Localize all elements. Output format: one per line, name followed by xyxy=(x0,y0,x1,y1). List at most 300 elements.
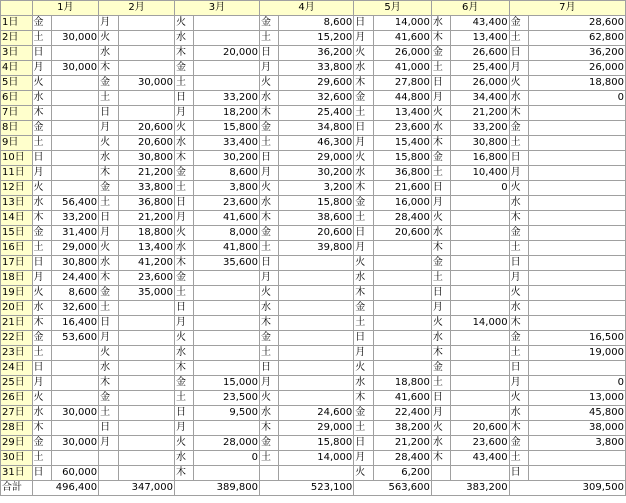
weekday-cell[interactable]: 日 xyxy=(99,106,118,121)
weekday-cell[interactable]: 水 xyxy=(431,331,450,346)
weekday-cell[interactable]: 木 xyxy=(174,151,193,166)
amount-cell[interactable]: 29,000 xyxy=(51,241,98,256)
amount-cell[interactable] xyxy=(194,466,260,481)
weekday-cell[interactable]: 月 xyxy=(354,241,373,256)
amount-cell[interactable]: 22,400 xyxy=(373,406,431,421)
weekday-cell[interactable]: 金 xyxy=(259,226,278,241)
weekday-cell[interactable]: 木 xyxy=(32,421,51,436)
amount-cell[interactable]: 13,400 xyxy=(118,241,174,256)
amount-cell[interactable] xyxy=(118,436,174,451)
weekday-cell[interactable]: 火 xyxy=(174,16,193,31)
row-header[interactable]: 13日 xyxy=(1,196,33,211)
amount-cell[interactable] xyxy=(118,361,174,376)
amount-cell[interactable] xyxy=(451,466,509,481)
amount-cell[interactable] xyxy=(373,331,431,346)
amount-cell[interactable]: 16,800 xyxy=(451,151,509,166)
amount-cell[interactable]: 30,000 xyxy=(51,31,98,46)
amount-cell[interactable] xyxy=(279,331,354,346)
weekday-cell[interactable]: 土 xyxy=(354,211,373,226)
amount-cell[interactable]: 33,800 xyxy=(279,61,354,76)
amount-cell[interactable] xyxy=(51,46,98,61)
amount-cell[interactable]: 15,800 xyxy=(194,121,260,136)
weekday-cell[interactable] xyxy=(259,466,278,481)
amount-cell[interactable]: 15,000 xyxy=(194,376,260,391)
amount-cell[interactable] xyxy=(529,301,626,316)
weekday-cell[interactable]: 月 xyxy=(32,61,51,76)
weekday-cell[interactable]: 土 xyxy=(259,451,278,466)
row-header[interactable]: 5日 xyxy=(1,76,33,91)
weekday-cell[interactable]: 火 xyxy=(99,136,118,151)
weekday-cell[interactable]: 火 xyxy=(354,46,373,61)
amount-cell[interactable]: 30,000 xyxy=(51,436,98,451)
amount-cell[interactable] xyxy=(118,331,174,346)
amount-cell[interactable]: 34,800 xyxy=(279,121,354,136)
weekday-cell[interactable]: 木 xyxy=(99,166,118,181)
amount-cell[interactable]: 18,200 xyxy=(194,106,260,121)
weekday-cell[interactable]: 日 xyxy=(354,226,373,241)
amount-cell[interactable]: 21,200 xyxy=(118,211,174,226)
amount-cell[interactable] xyxy=(529,226,626,241)
weekday-cell[interactable]: 木 xyxy=(32,316,51,331)
amount-cell[interactable] xyxy=(373,271,431,286)
amount-cell[interactable] xyxy=(51,421,98,436)
weekday-cell[interactable]: 日 xyxy=(431,76,450,91)
weekday-cell[interactable]: 火 xyxy=(99,31,118,46)
amount-cell[interactable] xyxy=(118,406,174,421)
amount-cell[interactable] xyxy=(451,286,509,301)
amount-cell[interactable] xyxy=(194,331,260,346)
weekday-cell[interactable]: 日 xyxy=(431,391,450,406)
row-header[interactable]: 11日 xyxy=(1,166,33,181)
amount-cell[interactable] xyxy=(194,421,260,436)
weekday-cell[interactable]: 水 xyxy=(259,301,278,316)
column-header[interactable]: 4月 xyxy=(259,1,353,16)
weekday-cell[interactable]: 土 xyxy=(509,241,528,256)
weekday-cell[interactable]: 日 xyxy=(32,256,51,271)
weekday-cell[interactable]: 火 xyxy=(431,421,450,436)
amount-cell[interactable]: 0 xyxy=(194,451,260,466)
row-header[interactable]: 26日 xyxy=(1,391,33,406)
amount-cell[interactable]: 21,200 xyxy=(118,166,174,181)
column-header[interactable]: 2月 xyxy=(99,1,175,16)
amount-cell[interactable]: 3,200 xyxy=(279,181,354,196)
amount-cell[interactable]: 10,400 xyxy=(451,166,509,181)
amount-cell[interactable] xyxy=(194,286,260,301)
weekday-cell[interactable]: 月 xyxy=(99,331,118,346)
weekday-cell[interactable]: 木 xyxy=(354,76,373,91)
amount-cell[interactable] xyxy=(194,16,260,31)
weekday-cell[interactable]: 金 xyxy=(99,181,118,196)
amount-cell[interactable] xyxy=(51,361,98,376)
row-header[interactable]: 6日 xyxy=(1,91,33,106)
weekday-cell[interactable]: 日 xyxy=(354,16,373,31)
amount-cell[interactable]: 28,000 xyxy=(194,436,260,451)
weekday-cell[interactable]: 火 xyxy=(174,331,193,346)
amount-cell[interactable]: 20,000 xyxy=(194,46,260,61)
amount-cell[interactable]: 24,400 xyxy=(51,271,98,286)
amount-cell[interactable]: 29,600 xyxy=(279,76,354,91)
weekday-cell[interactable]: 月 xyxy=(431,301,450,316)
amount-cell[interactable] xyxy=(51,91,98,106)
weekday-cell[interactable]: 金 xyxy=(259,436,278,451)
weekday-cell[interactable]: 金 xyxy=(354,301,373,316)
weekday-cell[interactable]: 水 xyxy=(431,16,450,31)
amount-cell[interactable]: 8,600 xyxy=(279,16,354,31)
weekday-cell[interactable]: 水 xyxy=(509,196,528,211)
amount-cell[interactable]: 30,000 xyxy=(51,406,98,421)
amount-cell[interactable] xyxy=(194,346,260,361)
amount-cell[interactable]: 23,600 xyxy=(451,436,509,451)
corner-cell[interactable] xyxy=(1,1,33,16)
weekday-cell[interactable]: 金 xyxy=(99,286,118,301)
amount-cell[interactable] xyxy=(373,361,431,376)
amount-cell[interactable] xyxy=(529,121,626,136)
weekday-cell[interactable]: 月 xyxy=(354,346,373,361)
weekday-cell[interactable]: 日 xyxy=(174,406,193,421)
amount-cell[interactable]: 14,000 xyxy=(373,16,431,31)
weekday-cell[interactable]: 月 xyxy=(431,91,450,106)
weekday-cell[interactable]: 水 xyxy=(354,61,373,76)
amount-cell[interactable] xyxy=(279,361,354,376)
amount-cell[interactable] xyxy=(118,91,174,106)
amount-cell[interactable]: 25,400 xyxy=(279,106,354,121)
weekday-cell[interactable]: 木 xyxy=(32,106,51,121)
row-header[interactable]: 19日 xyxy=(1,286,33,301)
weekday-cell[interactable]: 土 xyxy=(431,271,450,286)
amount-cell[interactable]: 15,800 xyxy=(373,151,431,166)
weekday-cell[interactable]: 木 xyxy=(99,61,118,76)
weekday-cell[interactable]: 日 xyxy=(354,121,373,136)
weekday-cell[interactable]: 火 xyxy=(259,391,278,406)
amount-cell[interactable] xyxy=(529,151,626,166)
weekday-cell[interactable]: 土 xyxy=(32,136,51,151)
weekday-cell[interactable]: 金 xyxy=(431,361,450,376)
amount-cell[interactable] xyxy=(279,256,354,271)
amount-cell[interactable] xyxy=(529,286,626,301)
weekday-cell[interactable]: 日 xyxy=(32,46,51,61)
weekday-cell[interactable]: 土 xyxy=(431,61,450,76)
weekday-cell[interactable]: 水 xyxy=(259,91,278,106)
amount-cell[interactable]: 0 xyxy=(451,181,509,196)
amount-cell[interactable] xyxy=(51,121,98,136)
amount-cell[interactable] xyxy=(194,61,260,76)
weekday-cell[interactable]: 火 xyxy=(99,346,118,361)
weekday-cell[interactable]: 水 xyxy=(99,151,118,166)
amount-cell[interactable]: 3,800 xyxy=(529,436,626,451)
weekday-cell[interactable]: 水 xyxy=(354,376,373,391)
row-header[interactable]: 1日 xyxy=(1,16,33,31)
amount-cell[interactable]: 18,800 xyxy=(118,226,174,241)
weekday-cell[interactable]: 火 xyxy=(509,181,528,196)
amount-cell[interactable]: 19,000 xyxy=(529,346,626,361)
amount-cell[interactable]: 30,000 xyxy=(51,61,98,76)
weekday-cell[interactable]: 土 xyxy=(99,91,118,106)
amount-cell[interactable]: 16,400 xyxy=(51,316,98,331)
amount-cell[interactable] xyxy=(529,166,626,181)
row-header[interactable]: 3日 xyxy=(1,46,33,61)
amount-cell[interactable]: 33,200 xyxy=(51,211,98,226)
amount-cell[interactable] xyxy=(451,391,509,406)
weekday-cell[interactable]: 月 xyxy=(174,211,193,226)
amount-cell[interactable]: 28,400 xyxy=(373,211,431,226)
weekday-cell[interactable]: 木 xyxy=(99,271,118,286)
weekday-cell[interactable]: 火 xyxy=(354,361,373,376)
amount-cell[interactable] xyxy=(279,346,354,361)
amount-cell[interactable] xyxy=(279,391,354,406)
amount-cell[interactable] xyxy=(529,451,626,466)
row-header[interactable]: 17日 xyxy=(1,256,33,271)
weekday-cell[interactable]: 火 xyxy=(32,181,51,196)
amount-cell[interactable]: 15,400 xyxy=(373,136,431,151)
amount-cell[interactable] xyxy=(279,301,354,316)
weekday-cell[interactable]: 火 xyxy=(431,316,450,331)
amount-cell[interactable] xyxy=(373,256,431,271)
weekday-cell[interactable]: 火 xyxy=(174,226,193,241)
amount-cell[interactable]: 13,400 xyxy=(451,31,509,46)
row-header[interactable]: 16日 xyxy=(1,241,33,256)
amount-cell[interactable]: 56,400 xyxy=(51,196,98,211)
weekday-cell[interactable]: 土 xyxy=(99,406,118,421)
weekday-cell[interactable]: 月 xyxy=(32,271,51,286)
weekday-cell[interactable]: 月 xyxy=(99,436,118,451)
weekday-cell[interactable]: 月 xyxy=(32,376,51,391)
weekday-cell[interactable]: 金 xyxy=(354,406,373,421)
total-cell[interactable]: 523,100 xyxy=(259,481,353,496)
amount-cell[interactable]: 41,600 xyxy=(373,391,431,406)
weekday-cell[interactable]: 木 xyxy=(431,451,450,466)
amount-cell[interactable] xyxy=(194,361,260,376)
weekday-cell[interactable]: 金 xyxy=(174,271,193,286)
weekday-cell[interactable]: 水 xyxy=(509,301,528,316)
total-cell[interactable]: 383,200 xyxy=(431,481,509,496)
weekday-cell[interactable]: 木 xyxy=(509,316,528,331)
amount-cell[interactable]: 36,200 xyxy=(529,46,626,61)
row-header[interactable]: 24日 xyxy=(1,361,33,376)
weekday-cell[interactable]: 金 xyxy=(99,391,118,406)
amount-cell[interactable]: 23,600 xyxy=(194,196,260,211)
weekday-cell[interactable]: 金 xyxy=(32,436,51,451)
amount-cell[interactable] xyxy=(373,241,431,256)
amount-cell[interactable] xyxy=(373,346,431,361)
weekday-cell[interactable]: 火 xyxy=(259,76,278,91)
amount-cell[interactable]: 20,600 xyxy=(118,136,174,151)
amount-cell[interactable]: 8,000 xyxy=(194,226,260,241)
weekday-cell[interactable]: 土 xyxy=(509,451,528,466)
weekday-cell[interactable]: 木 xyxy=(259,211,278,226)
amount-cell[interactable]: 30,200 xyxy=(279,166,354,181)
amount-cell[interactable] xyxy=(451,196,509,211)
amount-cell[interactable]: 23,600 xyxy=(118,271,174,286)
weekday-cell[interactable]: 金 xyxy=(509,331,528,346)
amount-cell[interactable] xyxy=(529,136,626,151)
weekday-cell[interactable]: 土 xyxy=(259,241,278,256)
weekday-cell[interactable]: 金 xyxy=(509,436,528,451)
weekday-cell[interactable]: 金 xyxy=(259,331,278,346)
amount-cell[interactable]: 43,400 xyxy=(451,451,509,466)
weekday-cell[interactable]: 月 xyxy=(354,136,373,151)
amount-cell[interactable]: 0 xyxy=(529,91,626,106)
weekday-cell[interactable]: 火 xyxy=(174,121,193,136)
amount-cell[interactable] xyxy=(194,271,260,286)
amount-cell[interactable]: 30,200 xyxy=(194,151,260,166)
amount-cell[interactable]: 36,800 xyxy=(373,166,431,181)
amount-cell[interactable]: 38,600 xyxy=(279,211,354,226)
weekday-cell[interactable]: 月 xyxy=(259,376,278,391)
weekday-cell[interactable]: 木 xyxy=(354,286,373,301)
amount-cell[interactable] xyxy=(451,406,509,421)
amount-cell[interactable] xyxy=(51,151,98,166)
amount-cell[interactable]: 38,200 xyxy=(373,421,431,436)
weekday-cell[interactable]: 土 xyxy=(99,196,118,211)
weekday-cell[interactable]: 火 xyxy=(431,106,450,121)
amount-cell[interactable] xyxy=(194,301,260,316)
weekday-cell[interactable]: 木 xyxy=(431,241,450,256)
weekday-cell[interactable]: 土 xyxy=(431,376,450,391)
weekday-cell[interactable]: 木 xyxy=(431,346,450,361)
weekday-cell[interactable]: 木 xyxy=(354,391,373,406)
amount-cell[interactable] xyxy=(529,466,626,481)
weekday-cell[interactable]: 土 xyxy=(32,346,51,361)
weekday-cell[interactable]: 水 xyxy=(32,301,51,316)
weekday-cell[interactable]: 月 xyxy=(99,16,118,31)
weekday-cell[interactable]: 土 xyxy=(174,391,193,406)
amount-cell[interactable]: 30,800 xyxy=(118,151,174,166)
weekday-cell[interactable]: 木 xyxy=(509,211,528,226)
weekday-cell[interactable]: 金 xyxy=(174,61,193,76)
amount-cell[interactable]: 15,200 xyxy=(279,31,354,46)
weekday-cell[interactable]: 木 xyxy=(259,316,278,331)
amount-cell[interactable] xyxy=(118,16,174,31)
weekday-cell[interactable]: 土 xyxy=(174,286,193,301)
weekday-cell[interactable]: 水 xyxy=(99,361,118,376)
weekday-cell[interactable]: 木 xyxy=(431,136,450,151)
weekday-cell[interactable]: 木 xyxy=(174,256,193,271)
weekday-cell[interactable]: 日 xyxy=(259,361,278,376)
amount-cell[interactable] xyxy=(529,241,626,256)
weekday-cell[interactable]: 木 xyxy=(509,106,528,121)
column-header[interactable]: 5月 xyxy=(354,1,432,16)
weekday-cell[interactable]: 金 xyxy=(509,16,528,31)
amount-cell[interactable]: 29,000 xyxy=(279,421,354,436)
weekday-cell[interactable]: 水 xyxy=(259,196,278,211)
weekday-cell[interactable]: 木 xyxy=(174,466,193,481)
weekday-cell[interactable]: 日 xyxy=(354,331,373,346)
amount-cell[interactable]: 26,000 xyxy=(529,61,626,76)
amount-cell[interactable]: 36,800 xyxy=(118,196,174,211)
amount-cell[interactable] xyxy=(51,166,98,181)
amount-cell[interactable] xyxy=(118,301,174,316)
amount-cell[interactable]: 18,800 xyxy=(529,76,626,91)
amount-cell[interactable]: 15,800 xyxy=(279,196,354,211)
amount-cell[interactable]: 3,800 xyxy=(194,181,260,196)
row-header[interactable]: 12日 xyxy=(1,181,33,196)
amount-cell[interactable]: 29,000 xyxy=(279,151,354,166)
weekday-cell[interactable]: 火 xyxy=(259,286,278,301)
amount-cell[interactable] xyxy=(279,316,354,331)
amount-cell[interactable]: 15,800 xyxy=(279,436,354,451)
weekday-cell[interactable]: 水 xyxy=(174,31,193,46)
row-header[interactable]: 9日 xyxy=(1,136,33,151)
weekday-cell[interactable]: 月 xyxy=(431,196,450,211)
amount-cell[interactable] xyxy=(529,361,626,376)
weekday-cell[interactable]: 火 xyxy=(32,76,51,91)
amount-cell[interactable] xyxy=(118,346,174,361)
row-header[interactable]: 31日 xyxy=(1,466,33,481)
weekday-cell[interactable]: 木 xyxy=(354,181,373,196)
amount-cell[interactable]: 44,800 xyxy=(373,91,431,106)
column-header[interactable]: 3月 xyxy=(174,1,259,16)
amount-cell[interactable] xyxy=(194,31,260,46)
weekday-cell[interactable]: 日 xyxy=(431,181,450,196)
weekday-cell[interactable]: 月 xyxy=(174,421,193,436)
weekday-cell[interactable]: 日 xyxy=(32,361,51,376)
amount-cell[interactable]: 16,000 xyxy=(373,196,431,211)
amount-cell[interactable]: 8,600 xyxy=(51,286,98,301)
weekday-cell[interactable]: 火 xyxy=(174,436,193,451)
amount-cell[interactable]: 0 xyxy=(529,376,626,391)
amount-cell[interactable]: 26,000 xyxy=(451,76,509,91)
weekday-cell[interactable]: 火 xyxy=(354,466,373,481)
weekday-cell[interactable]: 月 xyxy=(259,166,278,181)
amount-cell[interactable] xyxy=(118,31,174,46)
weekday-cell[interactable]: 水 xyxy=(509,406,528,421)
column-header[interactable]: 1月 xyxy=(32,1,99,16)
weekday-cell[interactable]: 金 xyxy=(354,196,373,211)
amount-cell[interactable] xyxy=(51,136,98,151)
weekday-cell[interactable]: 水 xyxy=(354,271,373,286)
weekday-cell[interactable]: 金 xyxy=(354,91,373,106)
weekday-cell[interactable]: 土 xyxy=(99,301,118,316)
weekday-cell[interactable]: 月 xyxy=(509,61,528,76)
amount-cell[interactable] xyxy=(451,361,509,376)
amount-cell[interactable]: 38,000 xyxy=(529,421,626,436)
amount-cell[interactable] xyxy=(279,271,354,286)
weekday-cell[interactable]: 金 xyxy=(259,16,278,31)
amount-cell[interactable] xyxy=(279,376,354,391)
weekday-cell[interactable]: 木 xyxy=(259,421,278,436)
row-header[interactable]: 27日 xyxy=(1,406,33,421)
amount-cell[interactable] xyxy=(451,376,509,391)
weekday-cell[interactable]: 金 xyxy=(509,226,528,241)
row-header[interactable]: 28日 xyxy=(1,421,33,436)
weekday-cell[interactable]: 土 xyxy=(354,106,373,121)
weekday-cell[interactable]: 金 xyxy=(32,331,51,346)
column-header[interactable]: 7月 xyxy=(509,1,625,16)
amount-cell[interactable]: 41,600 xyxy=(194,211,260,226)
weekday-cell[interactable]: 日 xyxy=(174,91,193,106)
weekday-cell[interactable]: 木 xyxy=(32,211,51,226)
weekday-cell[interactable]: 日 xyxy=(509,361,528,376)
weekday-cell[interactable]: 土 xyxy=(259,136,278,151)
row-header[interactable]: 14日 xyxy=(1,211,33,226)
row-header[interactable]: 2日 xyxy=(1,31,33,46)
amount-cell[interactable]: 20,600 xyxy=(451,421,509,436)
total-cell[interactable]: 347,000 xyxy=(99,481,175,496)
amount-cell[interactable] xyxy=(451,241,509,256)
amount-cell[interactable] xyxy=(194,76,260,91)
amount-cell[interactable] xyxy=(451,331,509,346)
row-header[interactable]: 23日 xyxy=(1,346,33,361)
weekday-cell[interactable]: 水 xyxy=(354,166,373,181)
amount-cell[interactable]: 41,200 xyxy=(118,256,174,271)
weekday-cell[interactable]: 金 xyxy=(32,121,51,136)
amount-cell[interactable]: 32,600 xyxy=(279,91,354,106)
amount-cell[interactable]: 14,000 xyxy=(451,316,509,331)
amount-cell[interactable]: 46,300 xyxy=(279,136,354,151)
amount-cell[interactable] xyxy=(118,316,174,331)
weekday-cell[interactable]: 土 xyxy=(354,316,373,331)
amount-cell[interactable]: 41,600 xyxy=(373,31,431,46)
